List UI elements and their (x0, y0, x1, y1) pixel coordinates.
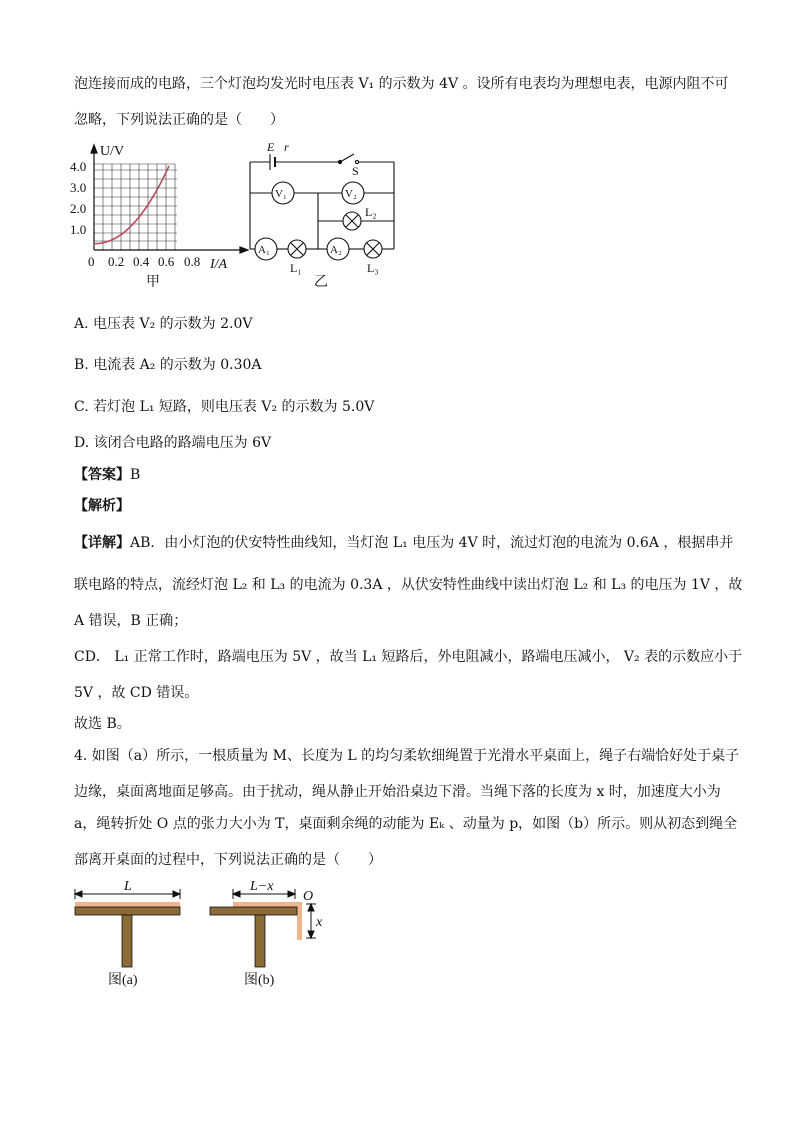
drop-x-label: x (316, 915, 323, 930)
detail-line1 (74, 532, 733, 552)
ui-curve (94, 166, 169, 244)
rope-a (75, 902, 180, 907)
answer-label: 【答案】 (74, 467, 130, 483)
x-tick-0-2: 0.2 (108, 254, 125, 269)
length-label-b: L−x (250, 879, 274, 894)
analysis-label: 【解析】 (74, 498, 130, 514)
detail-line3: A 错误，B 正确； (74, 613, 188, 629)
x-tick-0-4: 0.4 (133, 254, 150, 269)
option-d: D. 该闭合电路的路端电压为 6V (74, 435, 272, 451)
question4-line2: 边缘，桌面离地面足够高。由于扰动，绳从静止开始沿桌边下滑。当绳下落的长度为 x 时，加速度大小为 (74, 784, 721, 800)
option-a: A. 电压表 V₂ 的示数为 2.0V (74, 316, 253, 332)
emf-label: E (267, 140, 275, 154)
figure-b-rope-sliding (206, 876, 336, 991)
point-o-label: O (303, 889, 314, 904)
switch-label: S (352, 164, 359, 178)
x-tick-0-6: 0.6 (158, 254, 175, 269)
option-b: B. 电流表 A₂ 的示数为 0.30A (74, 357, 262, 373)
a1-label: A₁ (258, 244, 270, 256)
table-leg-a (122, 915, 132, 967)
figure-a-caption: 图(a) (108, 973, 138, 988)
l3-label: L₃ (367, 261, 379, 275)
conclusion: 故选 B。 (74, 716, 131, 732)
table-leg-b (255, 915, 265, 967)
figure-a-rope-on-table (68, 876, 188, 991)
figure-jia-ui-graph (70, 138, 260, 290)
x-axis-label: I/A (210, 257, 228, 272)
figure-yi-circuit (240, 138, 410, 290)
switch-blade (340, 154, 354, 162)
detail-text-1: AB．由小灯泡的伏安特性曲线知，当灯泡 L₁ 电压为 4V 时，流过灯泡的电流为 0.6A ，根据串并 (130, 535, 734, 551)
x-tick-0: 0 (88, 254, 95, 269)
table-top-a (75, 907, 180, 915)
v1-label: V₁ (275, 188, 287, 200)
answer-value: B (130, 467, 141, 483)
length-label-a: L (124, 879, 132, 894)
a2-label: A₂ (330, 244, 342, 256)
x-tick-0-8: 0.8 (184, 254, 201, 269)
question3-stem-line1: 泡连接而成的电路，三个灯泡均发光时电压表 V₁ 的示数为 4V 。设所有电表均为理想电表，电源内阻不可 (74, 76, 729, 92)
detail-line2: 联电路的特点，流经灯泡 L₂ 和 L₃ 的电流为 0.3A ，从伏安特性曲线中读出灯泡 L₂ 和 L₃ 的电压为 1V ，故 (74, 577, 743, 593)
rope-b-hanging (297, 902, 302, 940)
table-top-b (210, 907, 297, 915)
y-tick-3: 3.0 (70, 180, 87, 195)
question4-line4: 部离开桌面的过程中，下列说法正确的是（ ） (74, 852, 382, 868)
option-c: C. 若灯泡 L₁ 短路，则电压表 V₂ 的示数为 5.0V (74, 399, 375, 415)
question4-line1: 4. 如图（a）所示，一根质量为 M、长度为 L 的均匀柔软细绳置于光滑水平桌面上，绳子右端恰好处于桌子 (74, 748, 740, 764)
y-axis-label: U/V (100, 144, 125, 159)
rope-b-on-table (233, 902, 297, 907)
y-tick-2: 2.0 (70, 201, 87, 216)
figure-yi-caption: 乙 (314, 275, 328, 290)
y-tick-1: 1.0 (70, 222, 87, 237)
v2-label: V₂ (345, 188, 357, 200)
l1-label: L₁ (290, 261, 302, 275)
y-axis-arrow-icon (91, 145, 97, 153)
resistance-label: r (284, 140, 289, 154)
question4-line3: a，绳转折处 O 点的张力大小为 T，桌面剩余绳的动能为 Eₖ 、动量为 p，如图（b）所示。则从初态到绳全 (74, 816, 738, 832)
detail-label: 【详解】 (74, 535, 130, 551)
figure-jia-caption: 甲 (146, 275, 160, 290)
question3-stem-line2: 忽略，下列说法正确的是（ ） (74, 112, 284, 128)
y-tick-4: 4.0 (70, 159, 87, 174)
figure-b-caption: 图(b) (244, 973, 275, 988)
l2-label: L₂ (365, 205, 377, 219)
detail-line4: CD． L₁ 正常工作时，路端电压为 5V ，故当 L₁ 短路后，外电阻减小，路端电压减小， V₂ 表的示数应小于 (74, 649, 743, 665)
detail-line5: 5V ，故 CD 错误。 (74, 685, 199, 701)
answer-line (74, 464, 140, 484)
